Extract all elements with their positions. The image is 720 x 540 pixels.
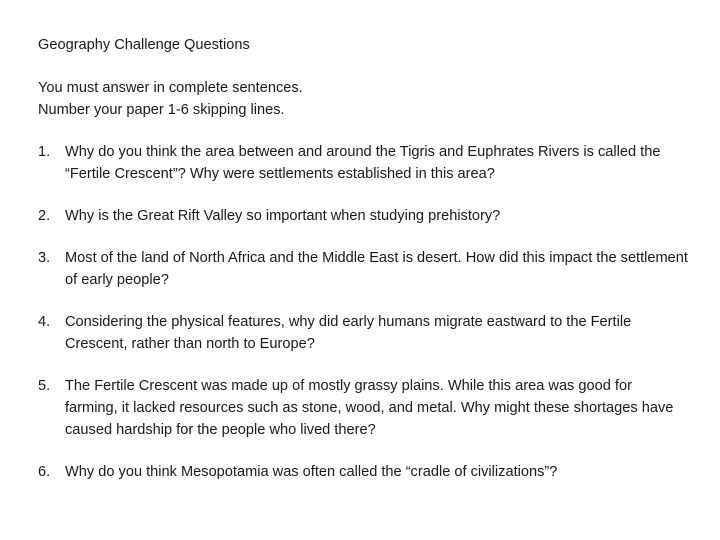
question-item — [38, 375, 688, 441]
question-item — [38, 141, 688, 185]
question-number: 6. — [38, 464, 51, 480]
question-item — [38, 311, 688, 355]
question-text: The Fertile Crescent was made up of mostly grassy plains. While this area was good for farming, it lacked resources such as stone, wood, and metal. Why might these shortages have caused hardship for the people who lived there? — [65, 378, 674, 438]
question-number: 2. — [38, 208, 51, 224]
question-list — [38, 141, 688, 483]
question-item — [38, 205, 688, 227]
question-text: Why do you think Mesopotamia was often called the “cradle of civilizations”? — [65, 464, 558, 480]
question-text: Why is the Great Rift Valley so important when studying prehistory? — [65, 208, 501, 224]
question-item — [38, 247, 688, 291]
document-page — [38, 34, 688, 503]
question-number: 1. — [38, 144, 51, 160]
question-item — [38, 461, 688, 483]
question-number: 3. — [38, 250, 51, 266]
instruction-line: Number your paper 1-6 skipping lines. — [38, 102, 285, 118]
document-title: Geography Challenge Questions — [38, 37, 250, 53]
question-text: Considering the physical features, why did early humans migrate eastward to the Fertile Crescent, rather than north to Europe? — [65, 314, 632, 352]
question-number: 5. — [38, 378, 51, 394]
instruction-line: You must answer in complete sentences. — [38, 80, 303, 96]
instructions — [38, 77, 688, 121]
question-number: 4. — [38, 314, 51, 330]
question-text: Most of the land of North Africa and the Middle East is desert. How did this impact the settlement of early people? — [65, 250, 688, 288]
question-text: Why do you think the area between and around the Tigris and Euphrates Rivers is called the “Fertile Crescent”? Why were settlements established in this area? — [65, 144, 661, 182]
